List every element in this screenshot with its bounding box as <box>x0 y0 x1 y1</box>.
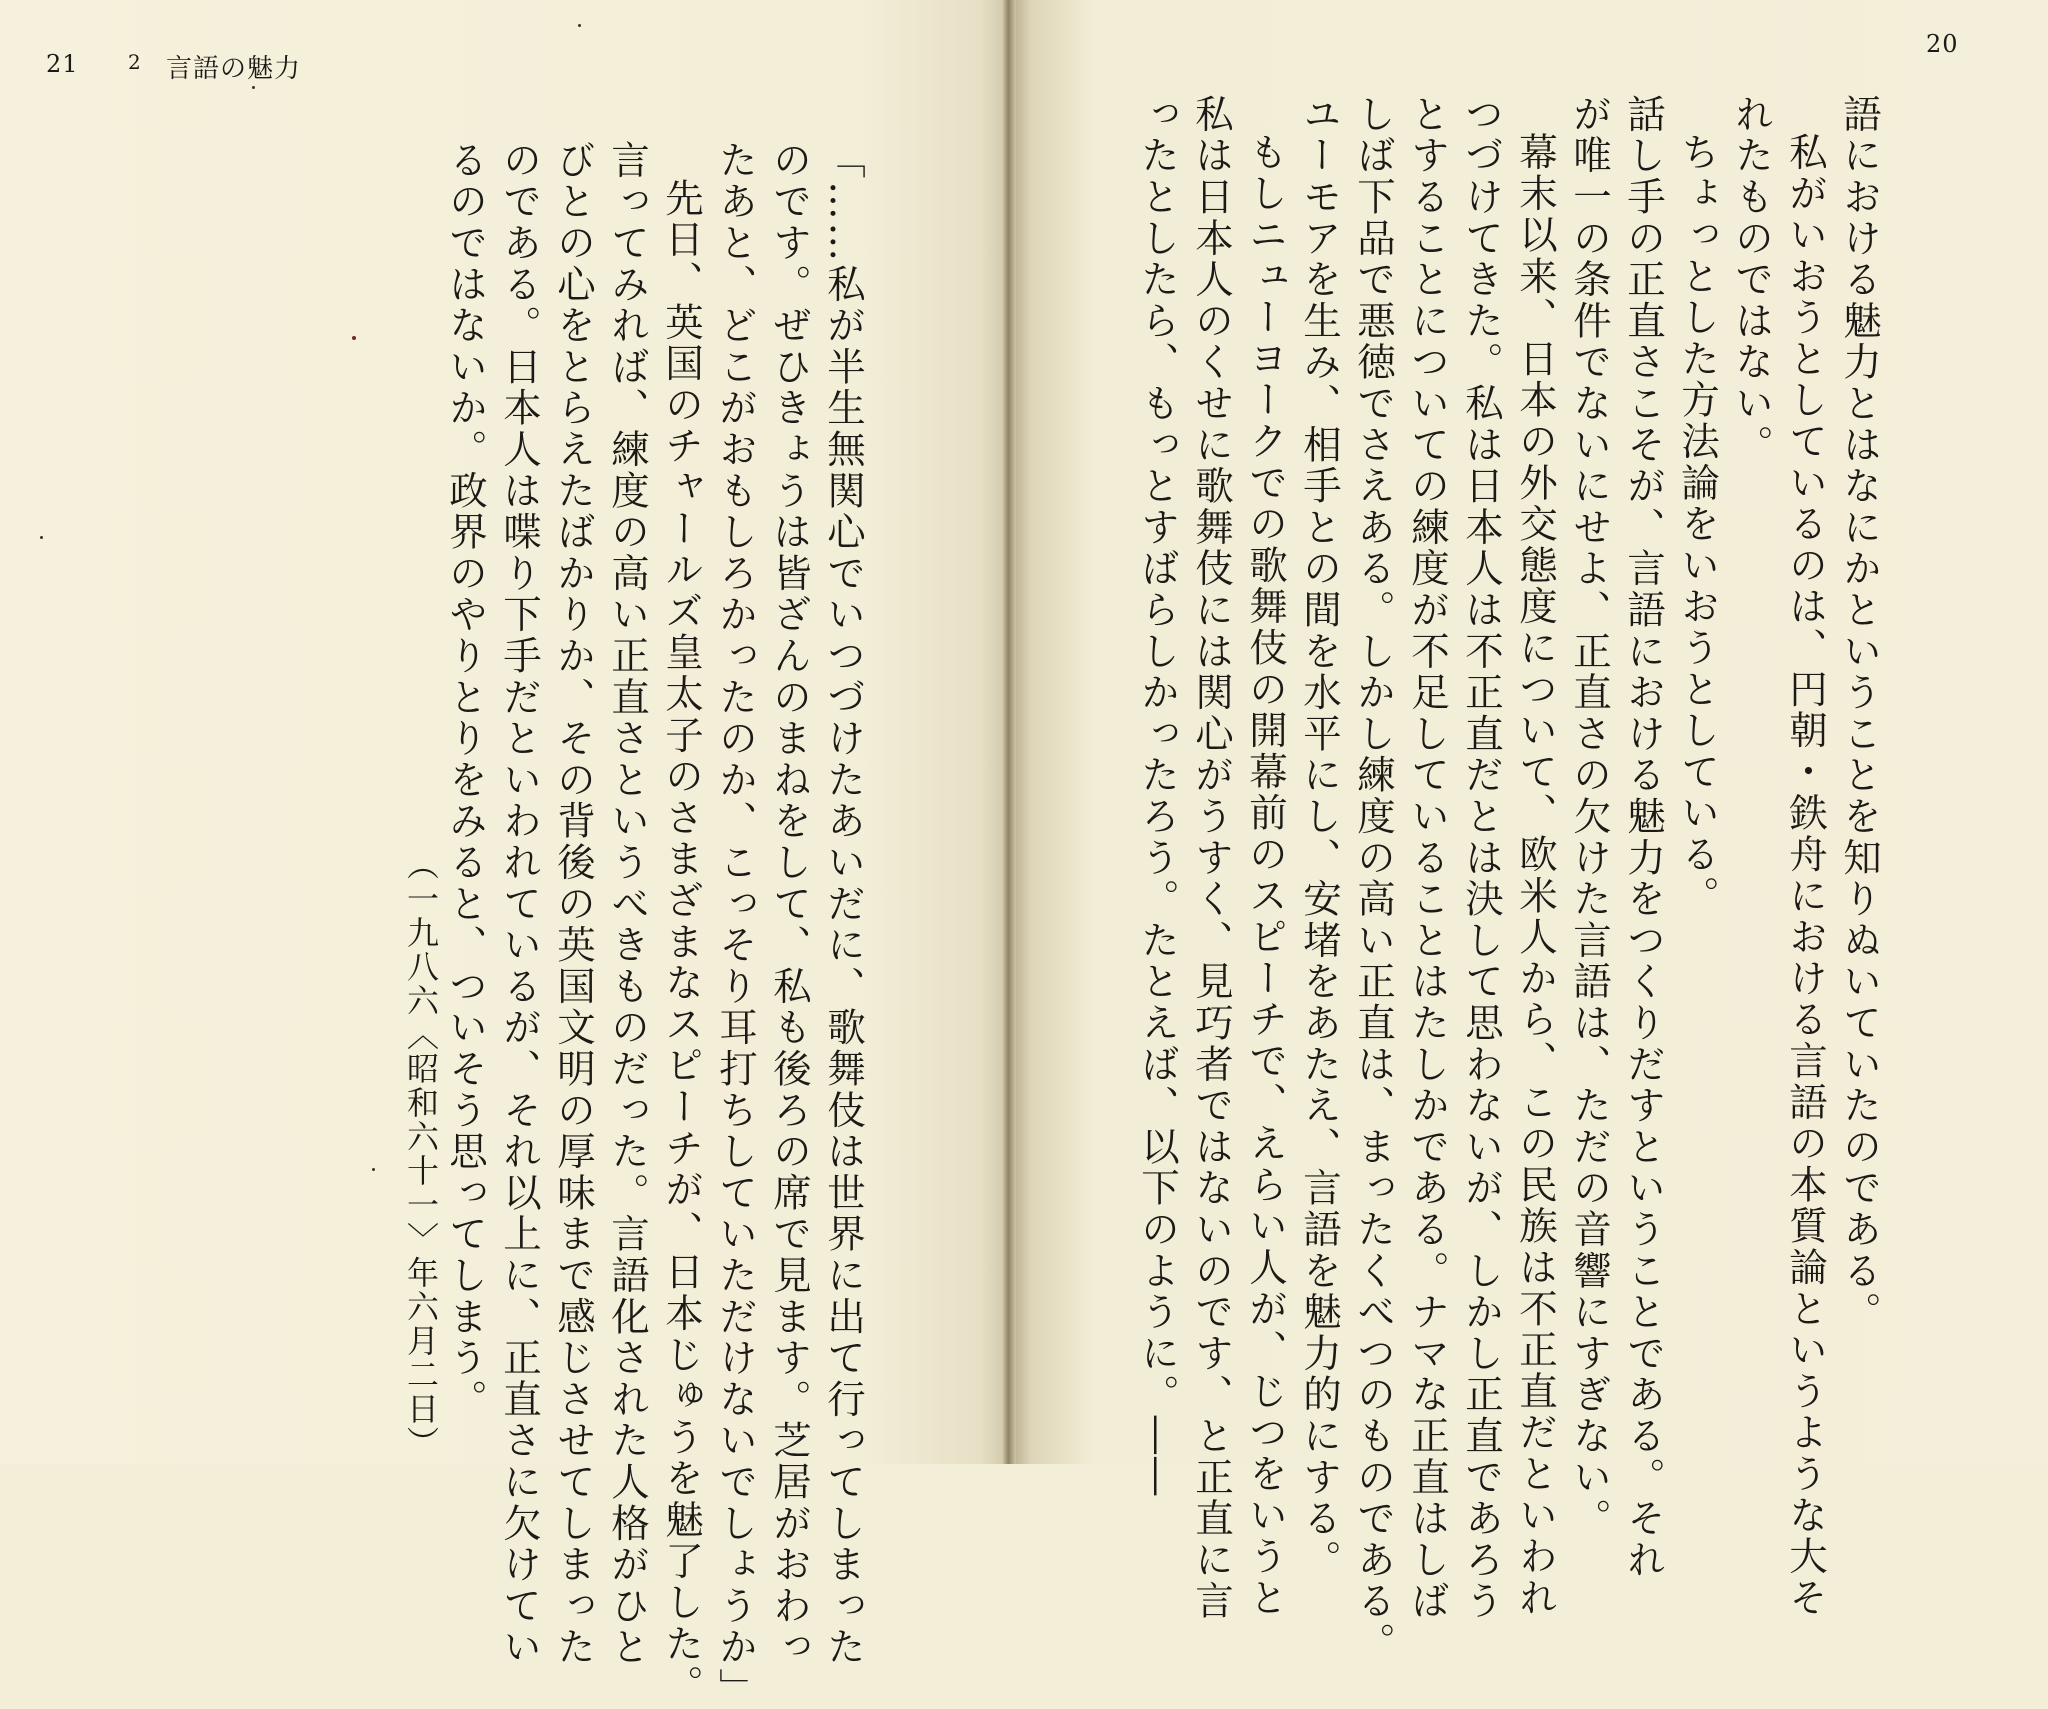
left-column-6: びとの心をとらえたばかりか、その背後の英国文明の厚味まで感じさせてしまった <box>551 140 596 1669</box>
left-page-number: 21 <box>46 50 79 78</box>
right-column-8: つづけてきた。私は日本人は不正直だとは決して思わないが、しかし正直であろう <box>1459 94 1504 1623</box>
left-column-7: のである。日本人は喋り下手だといわれているが、それ以上に、正直さに欠けてい <box>497 140 542 1669</box>
paper-speck <box>352 336 356 340</box>
right-column-9: とすることについての練度が不足していることはたしかである。ナマな正直はしば <box>1405 94 1450 1623</box>
left-column-4: 先日、英国のチャールズ皇太子のさまざまなスピーチが、日本じゅうを魅了した。 <box>659 178 704 1707</box>
right-column-11: ユーモアを生み、相手との間を水平にし、安堵をあたえ、言語を魅力的にする。 <box>1297 94 1342 1581</box>
right-column-12: もしニューヨークでの歌舞伎の開幕前のスピーチで、えらい人が、じつをいうと <box>1243 132 1288 1619</box>
right-column-6: が唯一の条件でないにせよ、正直さの欠けた言語は、ただの音響にすぎない。 <box>1567 94 1612 1540</box>
paper-speck <box>252 86 255 89</box>
paper-speck <box>40 536 43 539</box>
left-column-5: 言ってみれば、練度の高い正直さというべきものだった。言語化された人格がひと <box>605 140 650 1669</box>
right-column-1: 語における魅力とはなにかということを知りぬいていたのである。 <box>1837 94 1882 1333</box>
paper-speck <box>372 1168 375 1171</box>
right-column-10: しば下品で悪徳でさえある。しかし練度の高い正直は、まったくべつのものである。 <box>1351 94 1396 1664</box>
book-gutter <box>1002 0 1016 1464</box>
date-note: （一九八六〈昭和六十一〉年六月二日） <box>402 848 440 1460</box>
left-column-8: るのではないか。政界のやりとりをみると、ついそう思ってしまう。 <box>443 140 488 1421</box>
left-column-1: 「……私が半生無関心でいつづけたあいだに、歌舞伎は世界に出て行ってしまった <box>821 140 866 1669</box>
right-column-13: 私は日本人のくせに歌舞伎には関心がうすく、見巧者ではないのです、と正直に言 <box>1189 94 1234 1623</box>
chapter-title: 言語の魅力 <box>166 54 302 84</box>
right-page-number: 20 <box>1926 30 1959 58</box>
right-page-body <box>1130 94 1886 1663</box>
right-column-2: 私がいおうとしているのは、円朝・鉄舟における言語の本質論というような大そ <box>1783 132 1828 1619</box>
left-column-3: たあと、どこがおもしろかったのか、こっそり耳打ちしていただけないでしょうか」 <box>713 140 758 1709</box>
right-column-5: 話し手の正直さこそが、言語における魅力をつくりだすということである。それ <box>1621 94 1666 1581</box>
left-page-body <box>438 140 870 1709</box>
right-column-7: 幕末以来、日本の外交態度について、欧米人から、この民族は不正直だといわれ <box>1513 132 1558 1619</box>
left-column-2: のです。ぜひきょうは皆ざんのまねをして、私も後ろの席で見ます。芝居がおわっ <box>767 140 812 1669</box>
paper-speck <box>578 24 581 27</box>
right-column-3: れたものではない。 <box>1729 94 1774 466</box>
right-column-4: ちょっとした方法論をいおうとしている。 <box>1675 132 1720 917</box>
chapter-number: 2 <box>128 50 142 74</box>
right-column-14: ったとしたら、もっとすばらしかったろう。たとえば、以下のように。―― <box>1135 94 1180 1499</box>
